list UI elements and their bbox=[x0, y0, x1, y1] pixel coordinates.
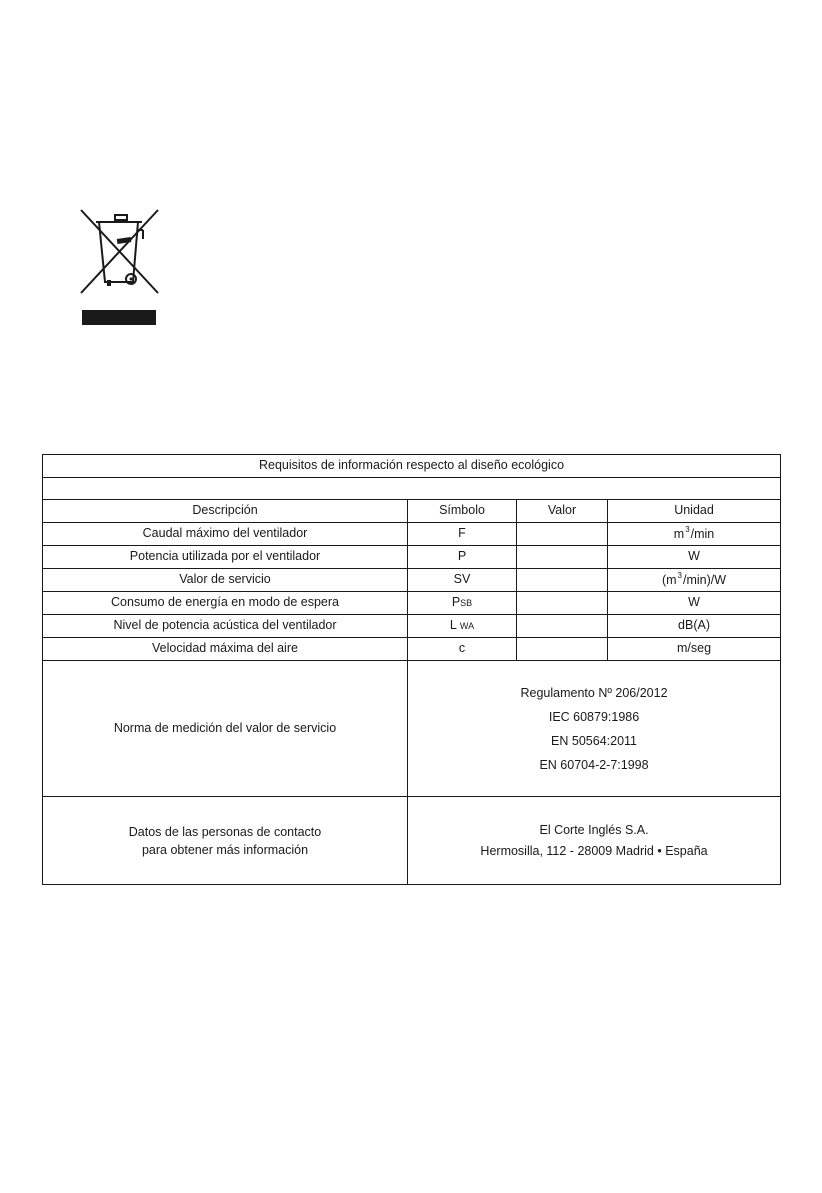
weee-underline-bar bbox=[82, 310, 156, 325]
table-row bbox=[43, 615, 781, 638]
row-unit: $(m^3/\min)/W$ bbox=[608, 569, 781, 592]
header-unit: Unidad bbox=[608, 500, 781, 523]
norm-value: EN 50564:2011 bbox=[551, 733, 637, 748]
norm-label: Norma de medición del valor de servicio bbox=[43, 661, 408, 797]
norm-value: IEC 60879:1986 bbox=[548, 709, 640, 724]
header-description: Descripción bbox=[43, 500, 408, 523]
row-unit: m/seg bbox=[608, 638, 781, 661]
row-unit: dB(A) bbox=[608, 615, 781, 638]
row-value bbox=[517, 523, 608, 546]
row-value bbox=[517, 592, 608, 615]
row-symbol: c bbox=[408, 638, 517, 661]
table-row bbox=[43, 569, 781, 592]
norm-value: EN 60704-2-7:1998 bbox=[539, 757, 649, 772]
row-value bbox=[517, 569, 608, 592]
row-symbol: SV bbox=[408, 569, 517, 592]
contact-company: El Corte Inglés S.A. bbox=[539, 822, 649, 837]
table-header-row bbox=[43, 500, 781, 523]
crossed-out-wheelie-bin-icon bbox=[78, 206, 162, 296]
row-description: Potencia utilizada por el ventilador bbox=[43, 546, 408, 569]
row-value bbox=[517, 546, 608, 569]
row-description: Velocidad máxima del aire bbox=[43, 638, 408, 661]
row-description: Nivel de potencia acústica del ventilador bbox=[43, 615, 408, 638]
row-symbol: F bbox=[408, 523, 517, 546]
row-description: Valor de servicio bbox=[43, 569, 408, 592]
ecodesign-table bbox=[42, 454, 781, 885]
row-unit: W bbox=[608, 592, 781, 615]
row-description: Caudal máximo del ventilador bbox=[43, 523, 408, 546]
row-unit: W bbox=[608, 546, 781, 569]
row-symbol: PSB bbox=[408, 592, 517, 615]
table-spacer-row bbox=[43, 478, 781, 500]
contact-address: Hermosilla, 112 - 28009 Madrid • España bbox=[480, 843, 708, 858]
table-row bbox=[43, 523, 781, 546]
row-value bbox=[517, 638, 608, 661]
row-symbol: L WA bbox=[408, 615, 517, 638]
header-symbol: Símbolo bbox=[408, 500, 517, 523]
table-row bbox=[43, 638, 781, 661]
contact-label: Datos de las personas de contacto para obtener más información bbox=[43, 797, 408, 885]
norm-values bbox=[408, 661, 781, 797]
contact-info bbox=[408, 797, 781, 885]
contact-row bbox=[43, 797, 781, 885]
weee-symbol bbox=[78, 206, 162, 326]
table-title: Requisitos de información respecto al diseño ecológico bbox=[43, 455, 781, 478]
row-value bbox=[517, 615, 608, 638]
table-title-row bbox=[43, 455, 781, 478]
norm-value: Regulamento Nº 206/2012 bbox=[520, 685, 668, 700]
header-value: Valor bbox=[517, 500, 608, 523]
row-description: Consumo de energía en modo de espera bbox=[43, 592, 408, 615]
table-row bbox=[43, 546, 781, 569]
row-unit: $m^3/\min$ bbox=[608, 523, 781, 546]
table-row bbox=[43, 592, 781, 615]
norm-row bbox=[43, 661, 781, 797]
row-symbol: P bbox=[408, 546, 517, 569]
